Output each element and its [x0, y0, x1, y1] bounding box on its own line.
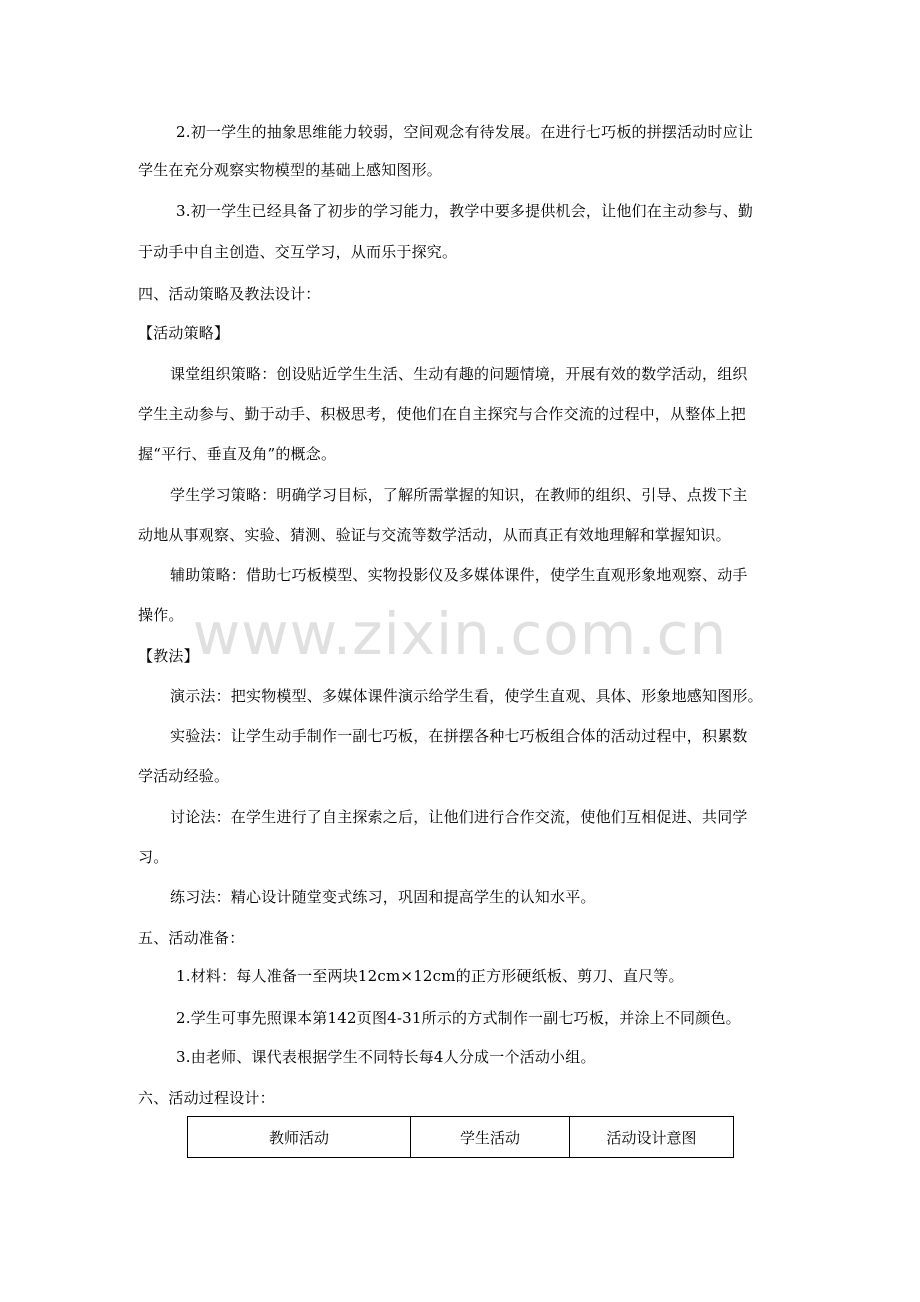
paragraph-line: 2.初一学生的抽象思维能力较弱，空间观念有待发展。在进行七巧板的拼摆活动时应让: [176, 123, 754, 141]
paragraph-line: 演示法：把实物模型、多媒体课件演示给学生看，使学生直观、具体、形象地感知图形。: [170, 687, 763, 705]
paragraph-line: 3.由老师、课代表根据学生不同特长每4人分成一个活动小组。: [176, 1048, 596, 1066]
paragraph-line: 学生主动参与、勤于动手、积极思考，使他们在自主探究与合作交流的过程中，从整体上把: [138, 405, 747, 423]
paragraph-line: 练习法：精心设计随堂变式练习，巩固和提高学生的认知水平。: [170, 888, 596, 906]
paragraph-line: 学活动经验。: [138, 767, 230, 785]
paragraph-line: 握“平行、垂直及角”的概念。: [138, 445, 337, 463]
paragraph-line: 2.学生可事先照课本第142页图4-31所示的方式制作一副七巧板，并涂上不同颜色。: [176, 1009, 741, 1027]
subsection-heading: 【活动策略】: [138, 324, 230, 342]
paragraph-line: 辅助策略：借助七巧板模型、实物投影仪及多媒体课件，使学生直观形象地观察、动手: [170, 566, 748, 584]
section-heading: 五、活动准备：: [138, 929, 245, 947]
paragraph-line: 讨论法：在学生进行了自主探索之后，让他们进行合作交流，使他们互相促进、共同学: [170, 808, 748, 826]
activity-process-table: [187, 1116, 734, 1158]
paragraph-line: 实验法：让学生动手制作一副七巧板，在拼摆各种七巧板组合体的活动过程中，积累数: [170, 727, 748, 745]
paragraph-line: 课堂组织策略：创设贴近学生生活、生动有趣的问题情境，开展有效的数学活动，组织: [170, 365, 748, 383]
paragraph-line: 习。: [138, 848, 169, 866]
table-header-design-intent: 活动设计意图: [570, 1117, 734, 1158]
table-header-row: [188, 1117, 734, 1158]
subsection-heading: 【教法】: [138, 647, 199, 665]
paragraph-line: 3.初一学生已经具备了初步的学习能力，教学中要多提供机会，让他们在主动参与、勤: [176, 202, 754, 220]
section-heading: 六、活动过程设计：: [138, 1089, 275, 1107]
paragraph-line: 学生学习策略：明确学习目标，了解所需掌握的知识，在教师的组织、引导、点拨下主: [170, 486, 748, 504]
watermark: www.zixin.com.cn: [192, 600, 728, 668]
paragraph-line: 动地从事观察、实验、猜测、验证与交流等数学活动，从而真正有效地理解和掌握知识。: [138, 526, 731, 544]
paragraph-line: 操作。: [138, 606, 184, 624]
paragraph-line: 于动手中自主创造、交互学习，从而乐于探究。: [138, 243, 458, 261]
paragraph-line: 1.材料：每人准备一至两块12cm×12cm的正方形硬纸板、剪刀、直尺等。: [176, 967, 684, 985]
section-heading: 四、活动策略及教法设计：: [138, 285, 321, 303]
table-header-student-activity: 学生活动: [411, 1117, 570, 1158]
table-header-teacher-activity: 教师活动: [188, 1117, 411, 1158]
paragraph-line: 学生在充分观察实物模型的基础上感知图形。: [138, 161, 443, 179]
